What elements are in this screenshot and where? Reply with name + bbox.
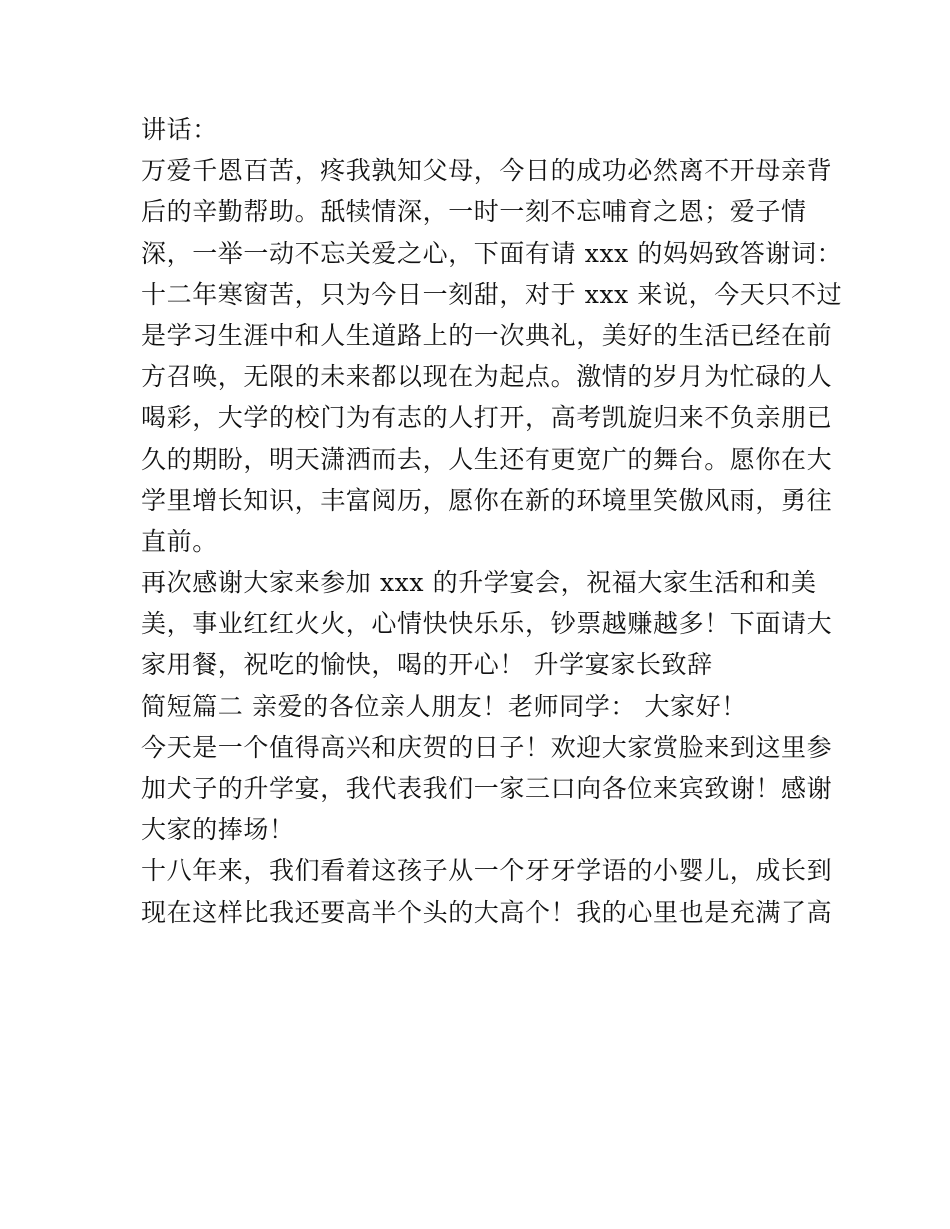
text-line: 十二年寒窗苦，只为今日一刻甜，对于 xxx 来说，今天只不过 [141, 279, 843, 309]
text-line: 深，一举一动不忘关爱之心，下面有请 xxx 的妈妈致答谢词： [141, 238, 843, 268]
text-line: 大家的捧场！ [141, 815, 295, 845]
text-line: 喝彩，大学的校门为有志的人打开，高考凯旋归来不负亲朋已 [141, 403, 833, 433]
text-line: 是学习生涯中和人生道路上的一次典礼，美好的生活已经在前 [141, 320, 833, 350]
text-line: 加犬子的升学宴，我代表我们一家三口向各位来宾致谢！感谢 [141, 774, 833, 803]
text-line: 现在这样比我还要高半个头的大高个！我的心里也是充满了高 [141, 897, 833, 927]
text-line: 再次感谢大家来参加 xxx 的升学宴会，祝福大家生活和和美 [141, 568, 817, 598]
text-line: 家用餐，祝吃的愉快，喝的开心！ 升学宴家长致辞 [141, 650, 713, 680]
text-line: 学里增长知识，丰富阅历，愿你在新的环境里笑傲风雨，勇往 [141, 485, 833, 515]
text-line: 万爱千恩百苦，疼我孰知父母，今日的成功必然离不开母亲背 [141, 156, 833, 186]
text-line: 简短篇二 亲爱的各位亲人朋友！老师同学： 大家好！ [141, 691, 747, 721]
text-line: 美，事业红红火火，心情快快乐乐，钞票越赚越多！下面请大 [141, 609, 833, 639]
text-line: 十八年来，我们看着这孩子从一个牙牙学语的小婴儿，成长到 [141, 856, 833, 886]
text-line: 直前。 [141, 526, 218, 556]
text-line: 方召唤，无限的未来都以现在为起点。激情的岁月为忙碌的人 [141, 362, 833, 392]
document-body [141, 109, 843, 933]
text-line: 久的期盼，明天潇洒而去，人生还有更宽广的舞台。愿你在大 [141, 444, 833, 474]
text-line: 讲话： [141, 115, 218, 144]
text-line: 后的辛勤帮助。舐犊情深，一时一刻不忘哺育之恩；爱子情 [141, 197, 807, 227]
text-line: 今天是一个值得高兴和庆贺的日子！欢迎大家赏脸来到这里参 [141, 732, 833, 762]
